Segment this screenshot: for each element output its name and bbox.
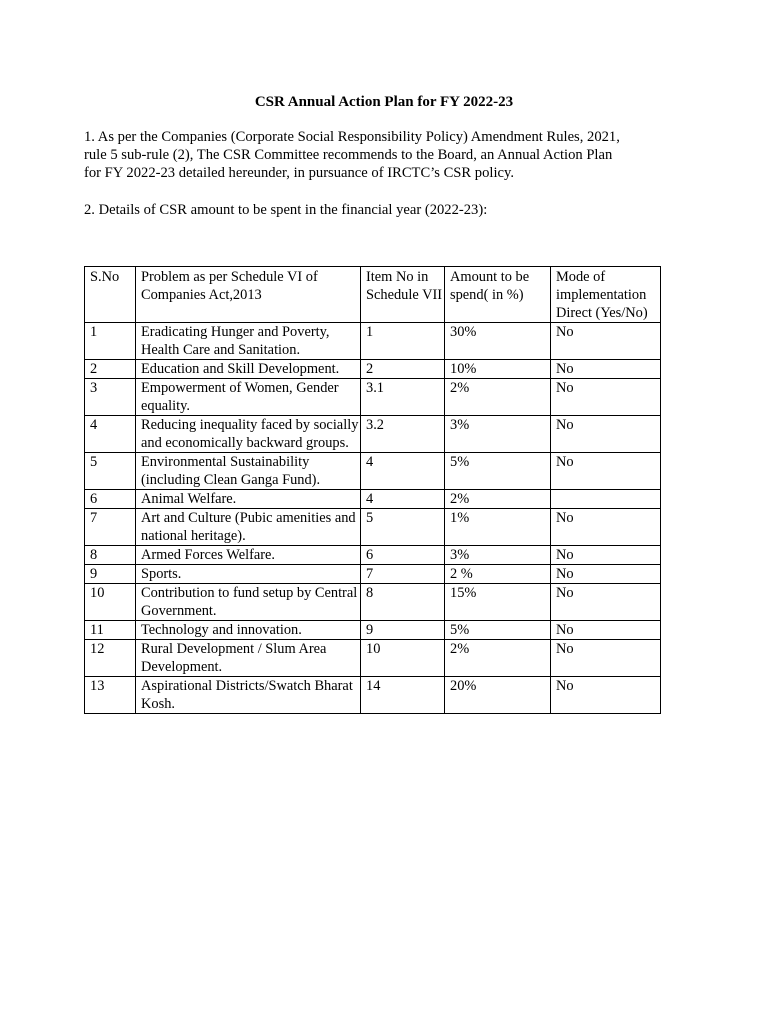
cell-mode: No <box>551 640 661 677</box>
cell-item-no: 8 <box>361 584 445 621</box>
cell-problem: Sports. <box>136 565 361 584</box>
table-row <box>85 379 661 416</box>
header-amount: Amount to be spend( in %) <box>445 267 551 323</box>
cell-amount: 3% <box>445 416 551 453</box>
cell-item-no: 2 <box>361 360 445 379</box>
details-paragraph: 2. Details of CSR amount to be spent in the financial year (2022-23): <box>84 202 488 218</box>
cell-item-no: 6 <box>361 546 445 565</box>
cell-sno: 4 <box>85 416 136 453</box>
cell-problem: Education and Skill Development. <box>136 360 361 379</box>
cell-mode: No <box>551 453 661 490</box>
cell-mode: No <box>551 677 661 714</box>
cell-sno: 5 <box>85 453 136 490</box>
cell-problem: Eradicating Hunger and Poverty, Health Care and Sanitation. <box>136 323 361 360</box>
cell-item-no: 4 <box>361 453 445 490</box>
cell-amount: 20% <box>445 677 551 714</box>
header-mode: Mode of implementation Direct (Yes/No) <box>551 267 661 323</box>
table-body <box>85 323 661 714</box>
cell-sno: 1 <box>85 323 136 360</box>
cell-item-no: 5 <box>361 509 445 546</box>
header-problem: Problem as per Schedule VI of Companies Act,2013 <box>136 267 361 323</box>
cell-item-no: 14 <box>361 677 445 714</box>
cell-item-no: 3.1 <box>361 379 445 416</box>
cell-sno: 9 <box>85 565 136 584</box>
cell-sno: 10 <box>85 584 136 621</box>
cell-amount: 15% <box>445 584 551 621</box>
cell-mode: No <box>551 509 661 546</box>
cell-sno: 7 <box>85 509 136 546</box>
cell-mode: No <box>551 379 661 416</box>
cell-amount: 2% <box>445 640 551 677</box>
table-row <box>85 323 661 360</box>
cell-sno: 8 <box>85 546 136 565</box>
cell-amount: 2 % <box>445 565 551 584</box>
cell-amount: 5% <box>445 621 551 640</box>
table-row <box>85 509 661 546</box>
table-row <box>85 677 661 714</box>
intro-line: 1. As per the Companies (Corporate Social Responsibility Policy) Amendment Rules, 2021, <box>84 129 620 145</box>
table-row <box>85 360 661 379</box>
table-row <box>85 546 661 565</box>
cell-mode: No <box>551 360 661 379</box>
cell-item-no: 3.2 <box>361 416 445 453</box>
cell-mode: No <box>551 584 661 621</box>
cell-sno: 6 <box>85 490 136 509</box>
cell-problem: Aspirational Districts/Swatch Bharat Kosh. <box>136 677 361 714</box>
cell-problem: Animal Welfare. <box>136 490 361 509</box>
cell-sno: 3 <box>85 379 136 416</box>
intro-line: rule 5 sub-rule (2), The CSR Committee recommends to the Board, an Annual Action Plan <box>84 147 613 163</box>
table-row <box>85 640 661 677</box>
cell-amount: 1% <box>445 509 551 546</box>
cell-sno: 11 <box>85 621 136 640</box>
table-row <box>85 490 661 509</box>
cell-item-no: 7 <box>361 565 445 584</box>
table-row <box>85 584 661 621</box>
cell-item-no: 9 <box>361 621 445 640</box>
cell-amount: 3% <box>445 546 551 565</box>
cell-amount: 5% <box>445 453 551 490</box>
cell-problem: Contribution to fund setup by Central Government. <box>136 584 361 621</box>
table-row <box>85 453 661 490</box>
cell-problem: Technology and innovation. <box>136 621 361 640</box>
cell-problem: Armed Forces Welfare. <box>136 546 361 565</box>
cell-problem: Empowerment of Women, Gender equality. <box>136 379 361 416</box>
intro-line: for FY 2022-23 detailed hereunder, in pursuance of IRCTC’s CSR policy. <box>84 165 514 181</box>
cell-mode: No <box>551 546 661 565</box>
cell-problem: Environmental Sustainability (including Clean Ganga Fund). <box>136 453 361 490</box>
cell-mode: No <box>551 621 661 640</box>
cell-mode: No <box>551 323 661 360</box>
cell-sno: 2 <box>85 360 136 379</box>
cell-problem: Rural Development / Slum Area Development. <box>136 640 361 677</box>
cell-mode <box>551 490 661 509</box>
cell-amount: 10% <box>445 360 551 379</box>
cell-sno: 12 <box>85 640 136 677</box>
table-row <box>85 621 661 640</box>
document-title: CSR Annual Action Plan for FY 2022-23 <box>254 94 514 110</box>
cell-item-no: 4 <box>361 490 445 509</box>
cell-mode: No <box>551 565 661 584</box>
intro-paragraph <box>84 128 684 182</box>
csr-action-plan-table <box>84 266 661 714</box>
header-sno: S.No <box>85 267 136 323</box>
header-item-no: Item No in Schedule VII <box>361 267 445 323</box>
cell-item-no: 1 <box>361 323 445 360</box>
cell-problem: Reducing inequality faced by socially and economically backward groups. <box>136 416 361 453</box>
table-row <box>85 565 661 584</box>
cell-problem: Art and Culture (Pubic amenities and national heritage). <box>136 509 361 546</box>
cell-amount: 2% <box>445 379 551 416</box>
cell-item-no: 10 <box>361 640 445 677</box>
cell-mode: No <box>551 416 661 453</box>
cell-sno: 13 <box>85 677 136 714</box>
cell-amount: 30% <box>445 323 551 360</box>
table-row <box>85 416 661 453</box>
table-header-row <box>85 267 661 323</box>
cell-amount: 2% <box>445 490 551 509</box>
